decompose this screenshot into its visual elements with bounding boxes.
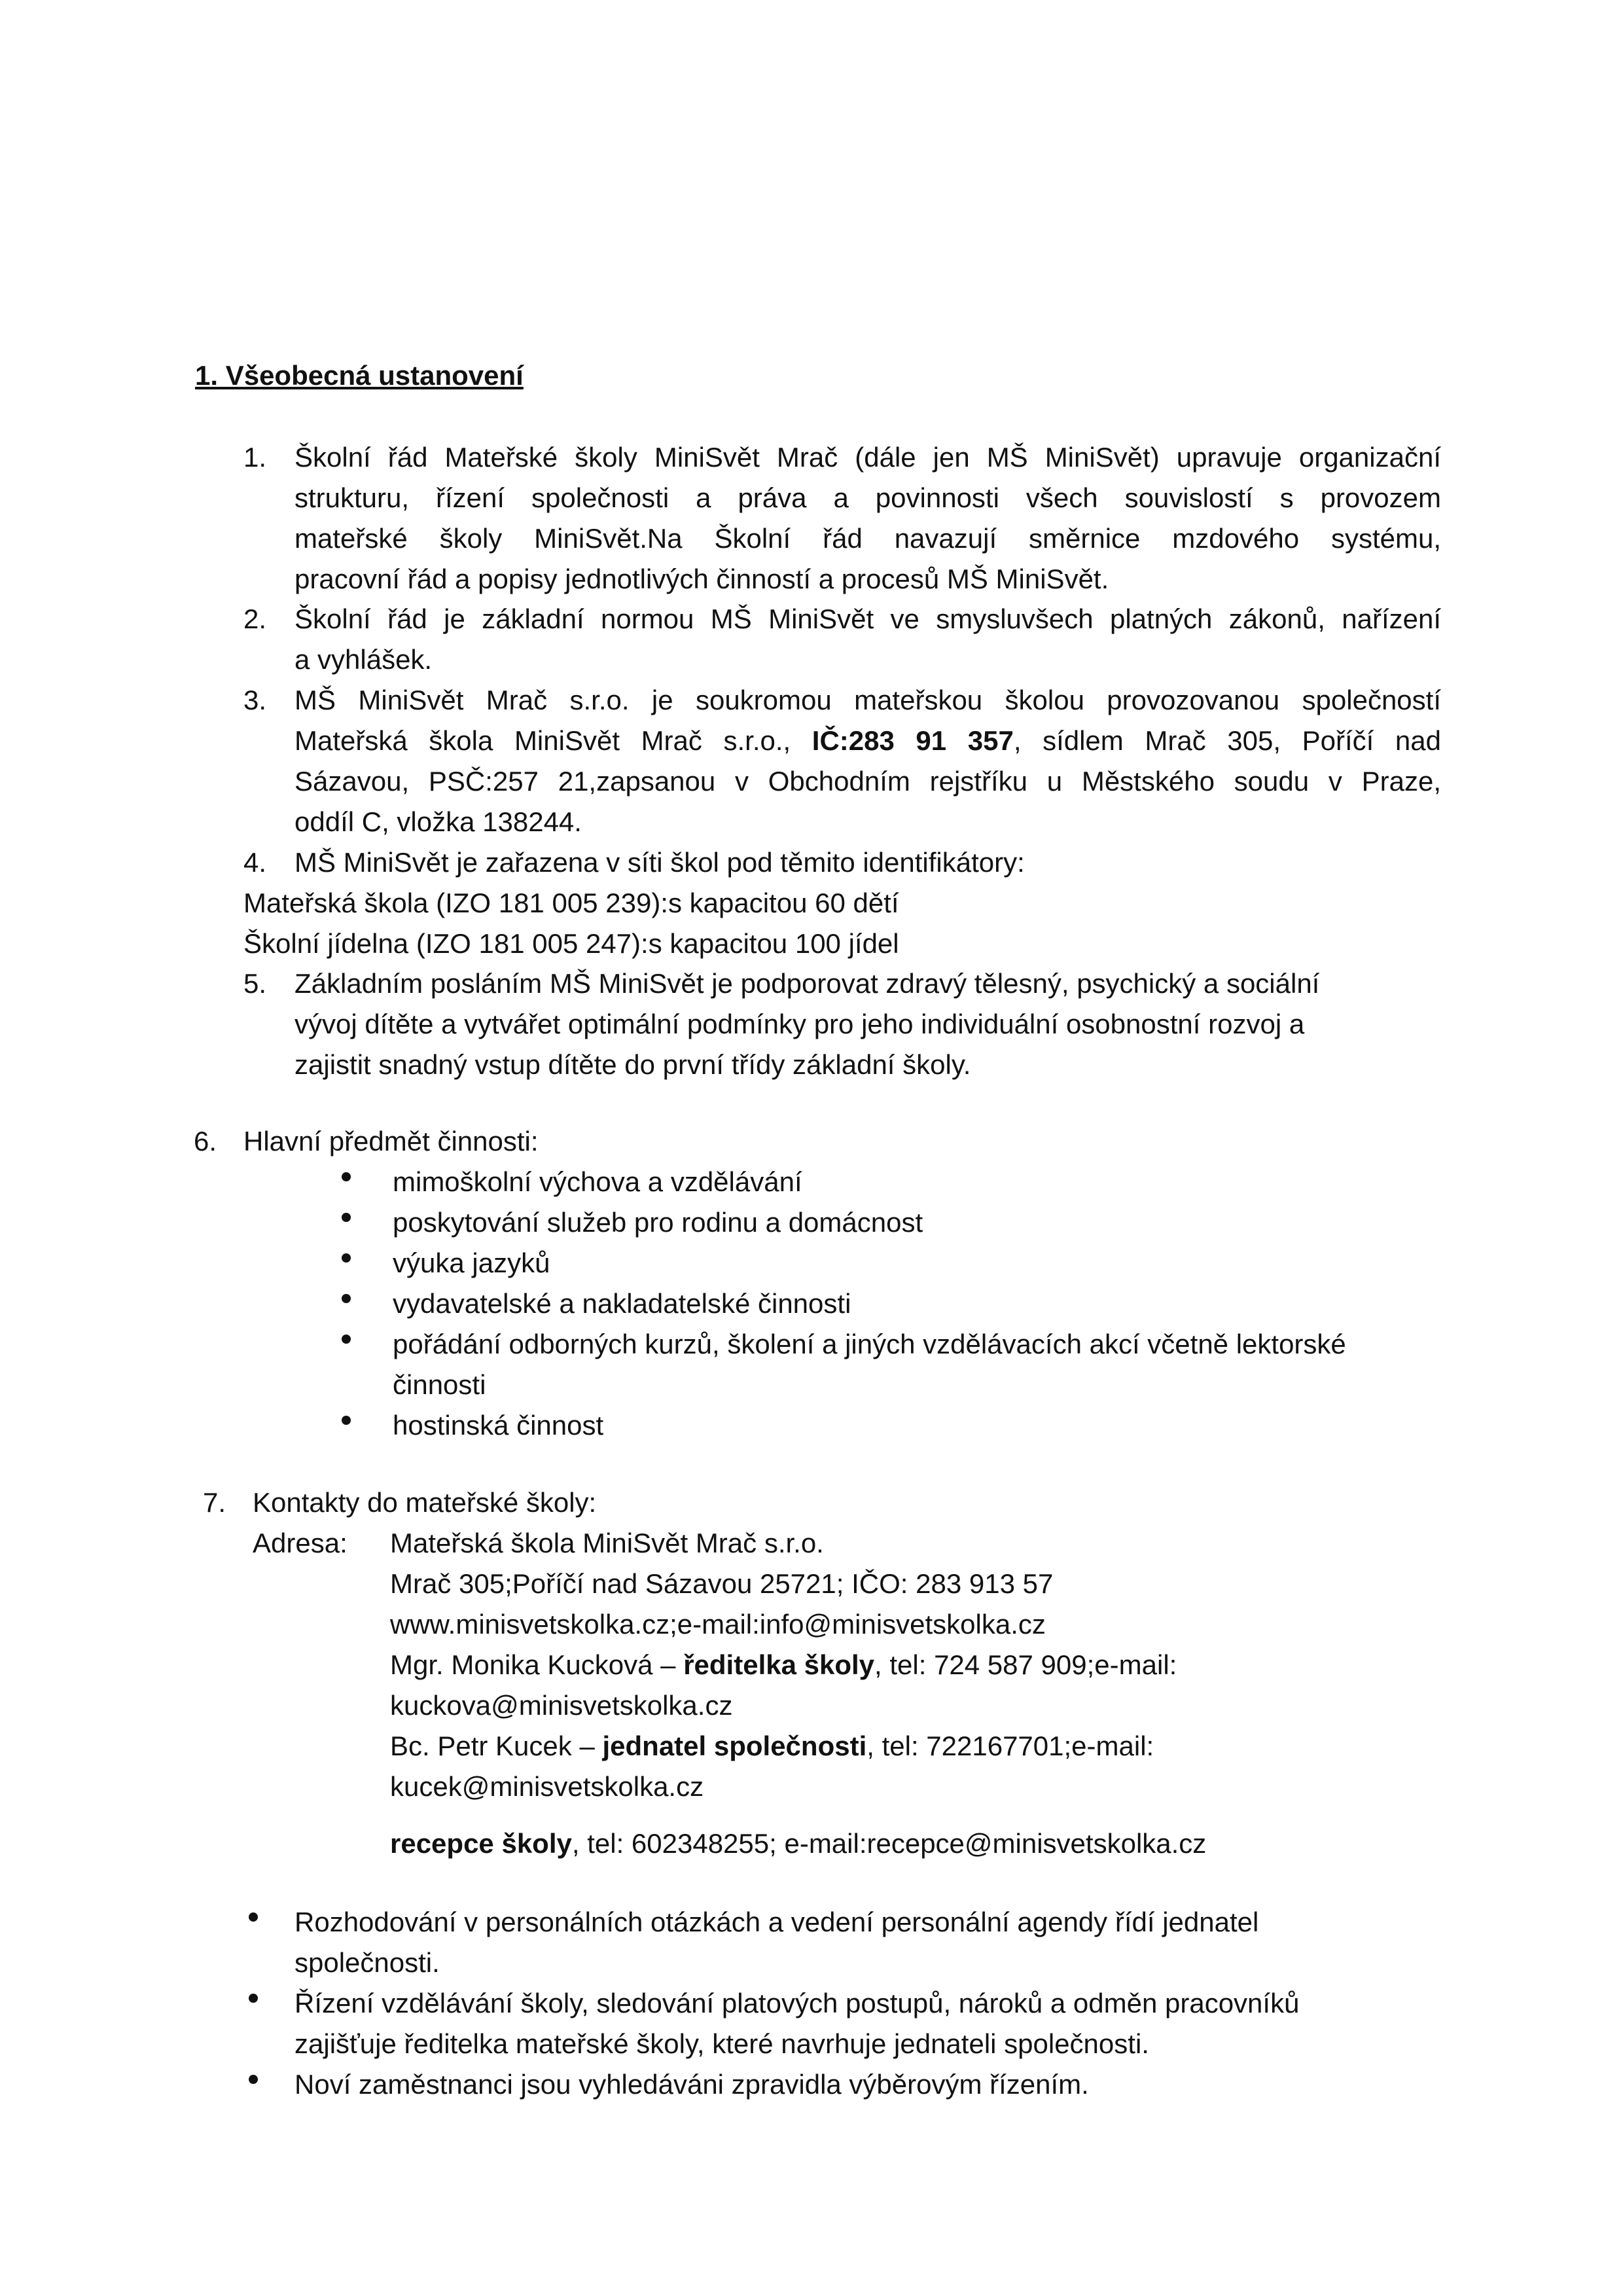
item-3-line-4: oddíl C, vložka 138244. xyxy=(294,806,582,837)
item-3-line-3: Sázavou, PSČ:257 21,zapsanou v Obchodním rejstříku u Městského soudu v Praze, xyxy=(294,766,1441,797)
director-name: Mgr. Monika Kucková – xyxy=(390,1649,684,1680)
address-line-1: Mateřská škola MiniSvět Mrač s.r.o. xyxy=(390,1528,824,1558)
item-5-line-1: Základním posláním MŠ MiniSvět je podporovat zdravý tělesný, psychický a sociální xyxy=(294,968,1320,999)
executive-email: kucek@minisvetskolka.cz xyxy=(390,1771,704,1802)
company-id: IČ:283 91 357 xyxy=(812,725,1014,756)
bullet-icon xyxy=(342,1253,351,1263)
item-4-line-1: MŠ MiniSvět je zařazena v síti škol pod těmito identifikátory: xyxy=(294,847,1025,878)
section-heading: 1. Všeobecná ustanovení xyxy=(195,360,524,391)
reception-contact xyxy=(390,1823,1206,1864)
company-seat: , sídlem Mrač 305, Poříčí nad xyxy=(1013,725,1441,756)
item-2-line-1: Školní řád je základní normou MŠ MiniSvět ve smysluvšech platných zákonů, nařízení xyxy=(294,603,1441,634)
bullet-icon xyxy=(249,1912,258,1922)
item-1-line-3: mateřské školy MiniSvět.Na Školní řád navazují směrnice mzdového systému, xyxy=(294,523,1441,554)
item-7-title: Kontakty do mateřské školy: xyxy=(253,1487,597,1518)
note-2-line-1: Řízení vzdělávání školy, sledování platových postupů, nároků a odměn pracovníků xyxy=(294,1988,1300,2018)
reception-label: recepce školy xyxy=(390,1828,572,1859)
web-and-email: www.minisvetskolka.cz;e-mail:info@minisvetskolka.cz xyxy=(390,1609,1046,1640)
executive-role: jednatel společnosti xyxy=(602,1731,867,1761)
item-3-line-2 xyxy=(294,721,1441,761)
activity-6: hostinská činnost xyxy=(393,1410,604,1441)
director-phone: , tel: 724 587 909;e-mail: xyxy=(874,1649,1177,1680)
note-1-line-2: společnosti. xyxy=(294,1947,440,1978)
reception-details: , tel: 602348255; e-mail:recepce@minisvetskolka.cz xyxy=(571,1828,1207,1859)
item-7-number: 7. xyxy=(203,1487,226,1518)
bullet-icon xyxy=(249,2075,258,2084)
item-3-number: 3. xyxy=(243,685,267,715)
executive-phone: , tel: 722167701;e-mail: xyxy=(866,1731,1154,1761)
director-role: ředitelka školy xyxy=(683,1649,875,1680)
company-name: Mateřská škola MiniSvět Mrač s.r.o., xyxy=(294,725,812,756)
address-label: Adresa: xyxy=(253,1528,348,1558)
activity-5-line-1: pořádání odborných kurzů, školení a jiných vzdělávacích akcí včetně lektorské xyxy=(393,1329,1346,1359)
bullet-icon xyxy=(342,1416,351,1425)
item-4-kindergarten-capacity: Mateřská škola (IZO 181 005 239):s kapacitou 60 dětí xyxy=(243,888,899,918)
activity-4: vydavatelské a nakladatelské činnosti xyxy=(393,1288,851,1319)
director-email: kuckova@minisvetskolka.cz xyxy=(390,1690,733,1721)
director-contact xyxy=(390,1645,1177,1685)
address-line-2: Mrač 305;Poříčí nad Sázavou 25721; IČO: 283 913 57 xyxy=(390,1568,1054,1599)
item-1-number: 1. xyxy=(243,442,267,473)
item-1-line-1: Školní řád Mateřské školy MiniSvět Mrač (dále jen MŠ MiniSvět) upravuje organizační xyxy=(294,442,1441,473)
item-5-line-2: vývoj dítěte a vytvářet optimální podmínky pro jeho individuální osobnostní rozvoj a xyxy=(294,1009,1305,1039)
item-4-canteen-capacity: Školní jídelna (IZO 181 005 247):s kapacitou 100 jídel xyxy=(243,928,899,959)
activity-1: mimoškolní výchova a vzdělávání xyxy=(393,1166,802,1197)
bullet-icon xyxy=(342,1172,351,1181)
note-3: Noví zaměstnanci jsou vyhledáváni zpravidla výběrovým řízením. xyxy=(294,2069,1089,2100)
item-1-line-2: strukturu, řízení společnosti a práva a povinnosti všech souvislostí s provozem xyxy=(294,482,1441,513)
bullet-icon xyxy=(342,1294,351,1303)
note-2-line-2: zajišťuje ředitelka mateřské školy, které navrhuje jednateli společnosti. xyxy=(294,2028,1149,2059)
item-2-line-2: a vyhlášek. xyxy=(294,644,433,675)
item-5-line-3: zajistit snadný vstup dítěte do první třídy základní školy. xyxy=(294,1049,971,1080)
item-6-title: Hlavní předmět činnosti: xyxy=(243,1126,539,1157)
activity-3: výuka jazyků xyxy=(393,1247,550,1278)
activity-5-line-2: činnosti xyxy=(393,1369,486,1400)
activity-2: poskytování služeb pro rodinu a domácnost xyxy=(393,1207,923,1238)
item-6-number: 6. xyxy=(194,1126,217,1157)
bullet-icon xyxy=(249,1994,258,2003)
item-2-number: 2. xyxy=(243,603,267,634)
item-1-line-4: pracovní řád a popisy jednotlivých činností a procesů MŠ MiniSvět. xyxy=(294,564,1109,594)
item-3-line-1: MŠ MiniSvět Mrač s.r.o. je soukromou mateřskou školou provozovanou společností xyxy=(294,685,1441,715)
item-4-number: 4. xyxy=(243,847,267,878)
bullet-icon xyxy=(342,1213,351,1222)
executive-name: Bc. Petr Kucek – xyxy=(390,1731,603,1761)
item-5-number: 5. xyxy=(243,968,267,999)
bullet-icon xyxy=(342,1335,351,1344)
executive-contact xyxy=(390,1726,1154,1767)
note-1-line-1: Rozhodování v personálních otázkách a vedení personální agendy řídí jednatel xyxy=(294,1907,1259,1937)
